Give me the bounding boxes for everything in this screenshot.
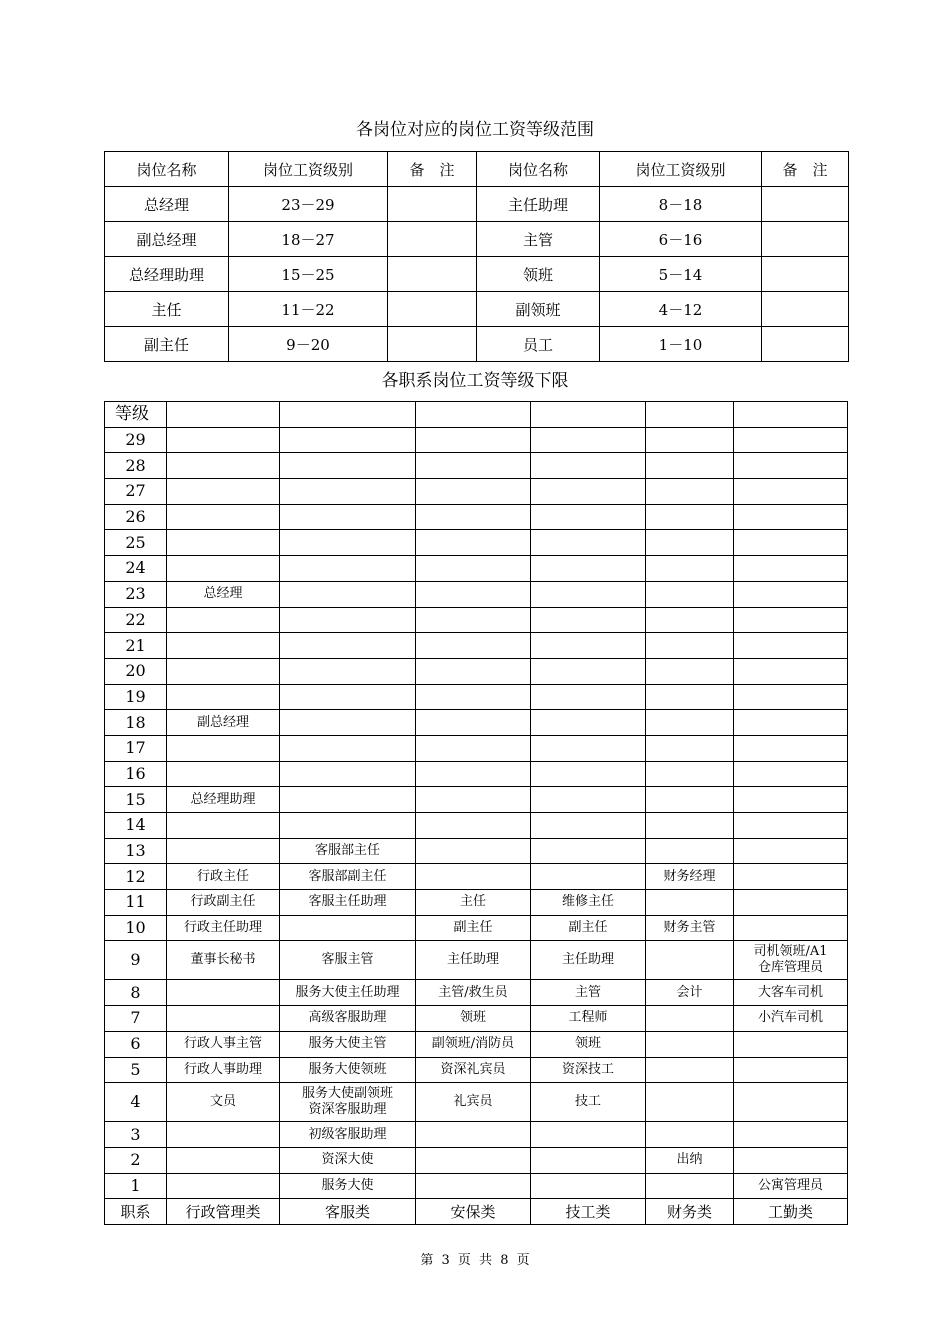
- position-cell: [280, 813, 416, 839]
- position-cell: 副总经理: [167, 710, 280, 736]
- grade-level-cell: 3: [105, 1122, 167, 1148]
- range-cell: 18－27: [229, 222, 388, 257]
- position-cell: 领班: [531, 1031, 646, 1057]
- grade-level-cell: 14: [105, 813, 167, 839]
- grade-row: [105, 980, 848, 1006]
- grade-level-cell: 9: [105, 941, 167, 980]
- grade-row: [105, 581, 848, 607]
- grade-row: [105, 684, 848, 710]
- position-cell: 主任助理: [416, 941, 531, 980]
- position-cell: [280, 556, 416, 582]
- grade-row: [105, 1173, 848, 1199]
- grade-row: [105, 427, 848, 453]
- position-cell: 礼宾员: [416, 1083, 531, 1122]
- position-cell: [416, 479, 531, 505]
- position-cell: [734, 735, 848, 761]
- position-cell: [416, 684, 531, 710]
- position-cell: 财务主管: [646, 915, 734, 941]
- position-cell: [531, 684, 646, 710]
- position-cell: [646, 710, 734, 736]
- position-cell: [646, 735, 734, 761]
- position-cell: [646, 838, 734, 864]
- grade-header-empty-cell: [167, 402, 280, 428]
- position-cell: [531, 710, 646, 736]
- position-cell: [646, 453, 734, 479]
- position-cell: [646, 581, 734, 607]
- grade-row: [105, 556, 848, 582]
- grade-level-cell: 25: [105, 530, 167, 556]
- position-cell: 行政副主任: [167, 890, 280, 916]
- position-cell: [734, 813, 848, 839]
- position-cell: [416, 864, 531, 890]
- position-cell: [734, 1122, 848, 1148]
- grade-level-cell: 23: [105, 581, 167, 607]
- position-cell: 总经理: [167, 581, 280, 607]
- position-cell: [734, 581, 848, 607]
- position-cell: [734, 530, 848, 556]
- position-cell: [416, 761, 531, 787]
- position-cell: [416, 813, 531, 839]
- range-table-title: 各岗位对应的岗位工资等级范围: [356, 120, 594, 140]
- position-cell: 主任助理: [531, 941, 646, 980]
- position-cell: 文员: [167, 1083, 280, 1122]
- grade-level-cell: 4: [105, 1083, 167, 1122]
- position-cell: [531, 813, 646, 839]
- grade-level-cell: 13: [105, 838, 167, 864]
- position-cell: 小汽车司机: [734, 1006, 848, 1032]
- position-cell: [734, 504, 848, 530]
- position-cell: 行政人事主管: [167, 1031, 280, 1057]
- position-cell: [734, 864, 848, 890]
- position-cell: [416, 1122, 531, 1148]
- position-cell: [416, 453, 531, 479]
- range-row: [105, 222, 849, 257]
- position-cell: [167, 813, 280, 839]
- grade-level-cell: 7: [105, 1006, 167, 1032]
- position-cell: [531, 453, 646, 479]
- grade-level-cell: 16: [105, 761, 167, 787]
- range-header-cell: 岗位工资级别: [229, 152, 388, 187]
- position-cell: [734, 1147, 848, 1173]
- range-header-cell: 岗位名称: [105, 152, 229, 187]
- position-cell: [167, 684, 280, 710]
- position-cell: [734, 607, 848, 633]
- range-cell: [762, 222, 849, 257]
- position-cell: 客服主任助理: [280, 890, 416, 916]
- grade-row: [105, 761, 848, 787]
- position-cell: [167, 607, 280, 633]
- position-cell: [167, 735, 280, 761]
- range-cell: 主管: [477, 222, 600, 257]
- range-header-cell: 备 注: [388, 152, 477, 187]
- position-cell: [167, 1147, 280, 1173]
- position-cell: 董事长秘书: [167, 941, 280, 980]
- position-cell: [167, 980, 280, 1006]
- grade-header-label: 等级: [105, 402, 167, 428]
- grade-row: [105, 813, 848, 839]
- position-cell: [531, 864, 646, 890]
- range-row: [105, 292, 849, 327]
- position-cell: 服务大使领班: [280, 1057, 416, 1083]
- grade-row: [105, 530, 848, 556]
- range-cell: 11－22: [229, 292, 388, 327]
- grade-header-row: [105, 402, 848, 428]
- position-cell: 副主任: [531, 915, 646, 941]
- position-cell: [416, 427, 531, 453]
- category-cell: 安保类: [416, 1199, 531, 1225]
- position-cell: 初级客服助理: [280, 1122, 416, 1148]
- position-cell: [646, 530, 734, 556]
- position-cell: [646, 787, 734, 813]
- position-cell: [531, 556, 646, 582]
- position-cell: [280, 735, 416, 761]
- grade-row: [105, 479, 848, 505]
- position-cell: [416, 787, 531, 813]
- position-cell: 行政主任助理: [167, 915, 280, 941]
- position-cell: [646, 813, 734, 839]
- grade-row: [105, 1122, 848, 1148]
- position-cell: [646, 1006, 734, 1032]
- position-cell: [167, 479, 280, 505]
- grade-level-cell: 18: [105, 710, 167, 736]
- position-cell: [167, 633, 280, 659]
- position-cell: [646, 1057, 734, 1083]
- position-cell: [531, 427, 646, 453]
- grade-row: [105, 504, 848, 530]
- grade-row: [105, 735, 848, 761]
- range-cell: 8－18: [600, 187, 762, 222]
- range-cell: [388, 257, 477, 292]
- grade-header-empty-cell: [646, 402, 734, 428]
- position-cell: [167, 530, 280, 556]
- position-cell: [280, 915, 416, 941]
- position-cell: 技工: [531, 1083, 646, 1122]
- salary-range-table: [104, 151, 849, 362]
- category-cell: 技工类: [531, 1199, 646, 1225]
- position-cell: 副主任: [416, 915, 531, 941]
- category-cell: 行政管理类: [167, 1199, 280, 1225]
- position-cell: [280, 710, 416, 736]
- grade-floor-table: [104, 401, 848, 1225]
- position-cell: [646, 504, 734, 530]
- position-cell: 出纳: [646, 1147, 734, 1173]
- position-cell: 大客车司机: [734, 980, 848, 1006]
- position-cell: [280, 607, 416, 633]
- position-cell: [531, 761, 646, 787]
- grade-level-cell: 10: [105, 915, 167, 941]
- grade-level-cell: 15: [105, 787, 167, 813]
- range-cell: 6－16: [600, 222, 762, 257]
- position-cell: [280, 787, 416, 813]
- position-cell: [734, 633, 848, 659]
- grade-row: [105, 1006, 848, 1032]
- grade-level-cell: 22: [105, 607, 167, 633]
- position-cell: [416, 658, 531, 684]
- position-cell: [280, 479, 416, 505]
- range-cell: 1－10: [600, 327, 762, 362]
- position-cell: [280, 504, 416, 530]
- range-header-cell: 岗位名称: [477, 152, 600, 187]
- grade-level-cell: 11: [105, 890, 167, 916]
- range-cell: [388, 292, 477, 327]
- grade-level-cell: 20: [105, 658, 167, 684]
- grade-row: [105, 1031, 848, 1057]
- position-cell: [167, 761, 280, 787]
- range-cell: 15－25: [229, 257, 388, 292]
- position-cell: [734, 658, 848, 684]
- range-cell: 主任: [105, 292, 229, 327]
- grade-level-cell: 26: [105, 504, 167, 530]
- range-cell: [388, 187, 477, 222]
- grade-row: [105, 607, 848, 633]
- range-row: [105, 187, 849, 222]
- position-cell: [646, 890, 734, 916]
- grade-level-cell: 2: [105, 1147, 167, 1173]
- position-cell: 主任: [416, 890, 531, 916]
- grade-row: [105, 710, 848, 736]
- position-cell: 领班: [416, 1006, 531, 1032]
- position-cell: [416, 607, 531, 633]
- position-cell: [531, 1122, 646, 1148]
- grade-row: [105, 941, 848, 980]
- position-cell: [734, 890, 848, 916]
- position-cell: [167, 1006, 280, 1032]
- position-cell: 服务大使主管: [280, 1031, 416, 1057]
- position-cell: [531, 735, 646, 761]
- position-cell: 资深礼宾员: [416, 1057, 531, 1083]
- range-cell: 总经理: [105, 187, 229, 222]
- position-cell: [280, 581, 416, 607]
- position-cell: [280, 453, 416, 479]
- grade-row: [105, 864, 848, 890]
- position-cell: [531, 504, 646, 530]
- position-cell: 高级客服助理: [280, 1006, 416, 1032]
- position-cell: [734, 1083, 848, 1122]
- position-cell: [646, 607, 734, 633]
- range-cell: 领班: [477, 257, 600, 292]
- position-cell: [734, 1057, 848, 1083]
- position-cell: [531, 1173, 646, 1199]
- position-cell: [531, 658, 646, 684]
- range-cell: 23－29: [229, 187, 388, 222]
- position-cell: [416, 530, 531, 556]
- position-cell: [734, 787, 848, 813]
- position-cell: [531, 479, 646, 505]
- position-cell: 服务大使主任助理: [280, 980, 416, 1006]
- grade-level-cell: 5: [105, 1057, 167, 1083]
- position-cell: [734, 453, 848, 479]
- position-cell: [167, 1122, 280, 1148]
- grade-row: [105, 1083, 848, 1122]
- position-cell: [734, 915, 848, 941]
- range-header-row: [105, 152, 849, 187]
- position-cell: 主管/救生员: [416, 980, 531, 1006]
- grade-header-empty-cell: [734, 402, 848, 428]
- position-cell: 总经理助理: [167, 787, 280, 813]
- position-cell: 公寓管理员: [734, 1173, 848, 1199]
- position-cell: [646, 427, 734, 453]
- position-cell: 行政主任: [167, 864, 280, 890]
- grade-row: [105, 915, 848, 941]
- range-cell: 员工: [477, 327, 600, 362]
- position-cell: 资深技工: [531, 1057, 646, 1083]
- position-cell: [416, 735, 531, 761]
- position-cell: [531, 581, 646, 607]
- position-cell: 主管: [531, 980, 646, 1006]
- position-cell: [734, 684, 848, 710]
- range-cell: 副总经理: [105, 222, 229, 257]
- position-cell: [734, 710, 848, 736]
- position-cell: 服务大使: [280, 1173, 416, 1199]
- page-footer: 第 3 页 共 8 页: [420, 1253, 530, 1268]
- grade-header-empty-cell: [531, 402, 646, 428]
- grade-level-cell: 1: [105, 1173, 167, 1199]
- range-cell: [762, 257, 849, 292]
- grade-row: [105, 787, 848, 813]
- position-cell: [416, 556, 531, 582]
- position-cell: [280, 761, 416, 787]
- position-cell: [280, 658, 416, 684]
- position-cell: 财务经理: [646, 864, 734, 890]
- position-cell: [646, 1122, 734, 1148]
- position-cell: [531, 633, 646, 659]
- range-cell: [762, 187, 849, 222]
- position-cell: [416, 710, 531, 736]
- position-cell: 会计: [646, 980, 734, 1006]
- position-cell: 服务大使副领班 资深客服助理: [280, 1083, 416, 1122]
- grade-level-cell: 29: [105, 427, 167, 453]
- range-cell: 9－20: [229, 327, 388, 362]
- grade-header-empty-cell: [416, 402, 531, 428]
- position-cell: [416, 581, 531, 607]
- position-cell: [646, 941, 734, 980]
- range-cell: [762, 327, 849, 362]
- range-cell: [388, 327, 477, 362]
- grade-row: [105, 890, 848, 916]
- position-cell: [416, 1173, 531, 1199]
- position-cell: [531, 530, 646, 556]
- position-cell: [167, 1173, 280, 1199]
- grade-table-title: 各职系岗位工资等级下限: [381, 371, 569, 391]
- position-cell: [416, 504, 531, 530]
- position-cell: [531, 1147, 646, 1173]
- grade-level-cell: 21: [105, 633, 167, 659]
- position-cell: [531, 787, 646, 813]
- grade-row: [105, 1057, 848, 1083]
- position-cell: [734, 1031, 848, 1057]
- range-cell: 副主任: [105, 327, 229, 362]
- grade-row: [105, 838, 848, 864]
- position-cell: 工程师: [531, 1006, 646, 1032]
- grade-level-cell: 17: [105, 735, 167, 761]
- position-cell: 客服部副主任: [280, 864, 416, 890]
- position-cell: 维修主任: [531, 890, 646, 916]
- grade-level-cell: 24: [105, 556, 167, 582]
- position-cell: [646, 479, 734, 505]
- position-cell: [416, 633, 531, 659]
- position-cell: [167, 658, 280, 684]
- position-cell: [280, 633, 416, 659]
- position-cell: [280, 427, 416, 453]
- grade-row: [105, 633, 848, 659]
- position-cell: [416, 1147, 531, 1173]
- grade-level-cell: 12: [105, 864, 167, 890]
- position-cell: [646, 761, 734, 787]
- grade-level-cell: 28: [105, 453, 167, 479]
- position-cell: 行政人事助理: [167, 1057, 280, 1083]
- position-cell: [646, 633, 734, 659]
- category-cell: 工勤类: [734, 1199, 848, 1225]
- position-cell: [416, 838, 531, 864]
- position-cell: [734, 427, 848, 453]
- position-cell: 资深大使: [280, 1147, 416, 1173]
- position-cell: [167, 556, 280, 582]
- position-cell: [167, 504, 280, 530]
- range-row: [105, 327, 849, 362]
- category-row: [105, 1199, 848, 1225]
- position-cell: [646, 556, 734, 582]
- category-cell: 客服类: [280, 1199, 416, 1225]
- range-row: [105, 257, 849, 292]
- position-cell: [167, 453, 280, 479]
- position-cell: [280, 530, 416, 556]
- grade-level-cell: 8: [105, 980, 167, 1006]
- range-cell: 5－14: [600, 257, 762, 292]
- grade-level-cell: 6: [105, 1031, 167, 1057]
- grade-level-cell: 19: [105, 684, 167, 710]
- range-cell: [762, 292, 849, 327]
- position-cell: [734, 761, 848, 787]
- position-cell: [734, 479, 848, 505]
- grade-level-cell: 27: [105, 479, 167, 505]
- category-label-cell: 职系: [105, 1199, 167, 1225]
- position-cell: [646, 658, 734, 684]
- position-cell: [531, 838, 646, 864]
- position-cell: [734, 556, 848, 582]
- position-cell: 客服部主任: [280, 838, 416, 864]
- position-cell: 副领班/消防员: [416, 1031, 531, 1057]
- position-cell: 客服主管: [280, 941, 416, 980]
- grade-header-empty-cell: [280, 402, 416, 428]
- position-cell: 司机领班/A1 仓库管理员: [734, 941, 848, 980]
- position-cell: [646, 684, 734, 710]
- range-header-cell: 备 注: [762, 152, 849, 187]
- grade-row: [105, 658, 848, 684]
- position-cell: [167, 838, 280, 864]
- range-cell: 副领班: [477, 292, 600, 327]
- range-cell: [388, 222, 477, 257]
- category-cell: 财务类: [646, 1199, 734, 1225]
- position-cell: [646, 1173, 734, 1199]
- position-cell: [646, 1083, 734, 1122]
- position-cell: [280, 684, 416, 710]
- position-cell: [734, 838, 848, 864]
- grade-row: [105, 453, 848, 479]
- range-cell: 主任助理: [477, 187, 600, 222]
- range-header-cell: 岗位工资级别: [600, 152, 762, 187]
- position-cell: [531, 607, 646, 633]
- position-cell: [167, 427, 280, 453]
- range-cell: 4－12: [600, 292, 762, 327]
- range-cell: 总经理助理: [105, 257, 229, 292]
- position-cell: [646, 1031, 734, 1057]
- grade-row: [105, 1147, 848, 1173]
